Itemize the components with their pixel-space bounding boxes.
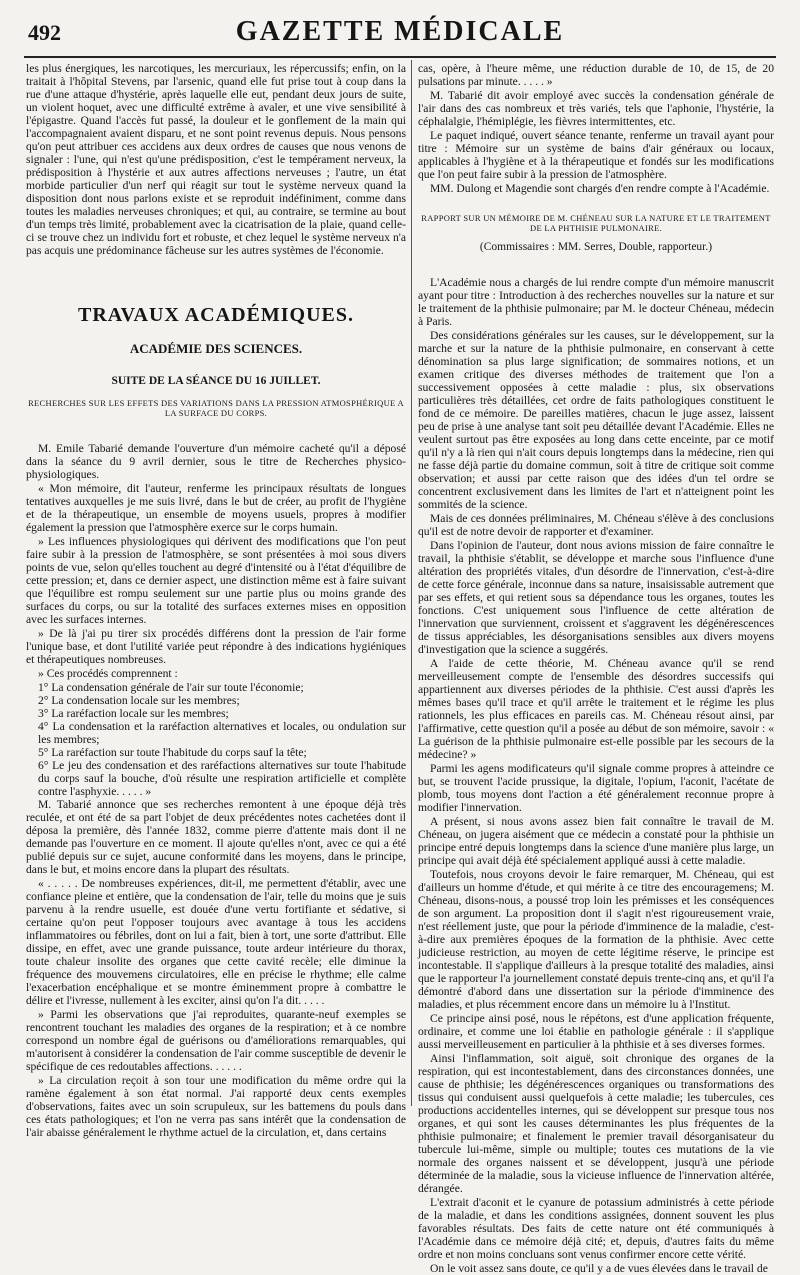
list-item: 1° La condensation générale de l'air sur toute l'économie; [38,681,304,694]
paragraph: » Parmi les observations que j'ai reproduites, quarante-neuf exemples se rencontrent touchant les maladies des organes de la respiration; et à ce nombre correspond un nombre égal de guérisons ou d'améliorations remarquables, qui m'autorisent à considérer la condensation de l'air comme susceptible de devenir le spécifique de ces redoutables affections. . . . . . [26,1008,406,1073]
paragraph: On le voit assez sans doute, ce qu'il y a de vues élevées dans le travail de [430,1262,768,1275]
intro-paragraph: les plus énergiques, les narcotiques, les mercuriaux, les répercussifs; enfin, on la traitait à l'hôpital Stevens, par l'arsenic, quand elle fut prise tout à coup dans la rue d'une attaque d'hystérie, après laquelle elle eut, pendant deux jours de suite, un violent hoquet, avec une difficulté extrême à avaler, et une vive sensibilité à l'épigastre. Quand l'accès fut passé, la douleur et le gonflement de la main qui l'accompagnaient avaient disparu, et ne sont point revenus depuis. Nous pensons qu'on peut attribuer ces accidens aux deux ordres de causes que nous venons de signaler : l'une, qui n'est qu'une prédisposition, c'est le tempérament nerveux, la prédisposition à l'hystérie et aux autres affections nerveuses ; l'autre, un état morbide particulier d'un nerf qui réagit sur tout le système nerveux quand la disposition dont nous parlons existe et se reproduit indéfiniment, comme dans toutes les maladies nerveuses chroniques; et qui, au contraire, se termine au bout d'un temps très limité, probablement avec la cicatrisation de la plaie, quand celle-ci se trouve chez un individu fort et robuste, et chez lequel le système nerveux n'a pas acquis une prédominance fâcheuse sur les autres systèmes de l'économie. [26,62,406,257]
academy-heading: ACADÉMIE DES SCIENCES. [129,341,303,356]
procedure-list [26,681,406,798]
research-title: RECHERCHES SUR LES EFFETS DES VARIATIONS DANS LA PRESSION ATMOSPHÉRIQUE A LA SURFACE DU CORPS. [28,398,404,418]
paragraph: M. Tabarié dit avoir employé avec succès la condensation générale de l'air dans des cas nombreux et très variés, tels que l'aphonie, l'hystérie, la céphalalgie, l'hémiplégie, les fièvres intermittentes, etc. [418,89,774,128]
seance-heading: SUITE DE LA SÉANCE DU 16 JUILLET. [111,375,321,387]
paragraph: L'extrait d'aconit et le cyanure de potassium administrés à cette période de la maladie, et dans les conditions assignées, donnent souvent les plus favorables résultats. Des faits de cette nature ont été communiqués à l'Académie dans ce mémoire déjà cité; et, depuis, d'autres faits du même ordre et non moins concluans sont venus confirmer encore cette vérité. [418,1196,774,1261]
section-heading: TRAVAUX ACADÉMIQUES. [78,304,354,326]
right-column [418,62,774,1275]
paragraph: A présent, si nous avons assez bien fait connaître le travail de M. Chéneau, on jugera aisément que ce médecin a constaté pour la phthisie un principe entré depuis longtemps dans la science d'une manière plus large, un principe qui avait déjà été spécialement appliqué aussi à cette maladie. [418,815,774,867]
column-divider [411,60,412,1106]
paragraph: M. Tabarié annonce que ses recherches remontent à une époque déjà très reculée, et ont été de sa part l'objet de deux précédentes notes cachetées dont il déposa la première, dès l'année 1832, comme pierre d'attente mais dont il ne demande pas l'ouverture en ce moment. Il ajoute qu'elles n'ont, avec ce qui a été publié depuis sur ce sujet, aucune conformité dans les moyens, dans le principe, dans le but, et moins encore dans la plupart des résultats. [26,798,406,876]
paragraph: Toutefois, nous croyons devoir le faire remarquer, M. Chéneau, qui est d'ailleurs un homme d'étude, et qui mérite à ce titre des encouragemens; M. Chéneau, disons-nous, a poussé trop loin les prémisses et les conséquences de son argument. La proposition dont il s'agit n'est rigoureusement vraie, n'est réellement juste, que pour la période d'imminence de la maladie, c'est-à-dire aux premières époques de la formation de la phthisie. Avec cette judicieuse restriction, au moyen de cette légitime réserve, le principe est incontestable. Il s'applique d'ailleurs à la presque totalité des maladies, ainsi que le rapporteur l'a journellement constaté depuis trente-cinq ans, et qu'il l'a démontré d'abord dans une dissertation sur la période d'imminence des maladies, et plus récemment encore dans un mémoire lu à l'Institut. [418,868,774,1011]
commissioners-line: (Commissaires : MM. Serres, Double, rapporteur.) [479,241,713,253]
paragraph: » De là j'ai pu tirer six procédés différens dont la pression de l'air forme l'unique base, et dont l'utilité variée peut répondre à des indications hygiéniques et thérapeutiques nombreuses. [26,627,406,666]
report-title: RAPPORT SUR UN MÉMOIRE DE M. CHÉNEAU SUR LA NATURE ET LE TRAITEMENT DE LA PHTHISIE PULMONAIRE. [421,213,771,233]
paragraph: Dans l'opinion de l'auteur, dont nous avions mission de faire connaître le travail, la phthisie s'établit, se développe et marche sous l'influence d'une altération des propriétés vitales, d'un désordre de l'innervation, c'est-à-dire de cette force générale, inconnue dans sa nature, insaisissable autrement que par ses effets, et qui retient sous sa dépendance tous les organes, toutes les fonctions. C'est uniquement sous l'influence de cette altération de l'innervation que surviennent, croissent et s'aggravent les dégénérescences de tissus appréciables, les désorganisations sensibles aux divers moyens d'investigation que la science a suggérés. [418,539,774,656]
paragraph: MM. Dulong et Magendie sont chargés d'en rendre compte à l'Académie. [430,182,770,195]
paragraph: Des considérations générales sur les causes, sur le développement, sur la marche et sur la nature de la phthisie pulmonaire, en conservant à cette dénomination sa plus large signification; de sommaires notions, et un examen critique des diverses méthodes de traitement que l'on a successivement opposées à cette maladie : plus, six observations particulières très détaillées, cet ordre de faits pathologiques constituent le fond de ce mémoire. De pareilles matières, chacun le juge assez, laissent peu de prise à une analyse tant soit peu détaillée devant l'Académie. Elles ne veulent surtout pas être exposées au long dans cette enceinte, par ce motif qu'il n'y a là rien qui n'ait cours depuis longtemps dans la médecine, rien qui ne fasse déjà partie du domaine commun, soit à titre de critique soit comme observation; et aussi par cette raison que des idées d'un tel ordre se concentrent exclusivement dans les limites de l'art et n'atteignent point les sommités de la science. [418,329,774,511]
paragraph: » Les influences physiologiques qui dérivent des modifications que l'on peut faire subir à la pression de l'atmosphère, se sont présentées à moi sous divers points de vue, selon qu'elles touchent au degré d'intensité ou à l'état d'équilibre de cette pression; et, dans ce dernier aspect, une distinction même est à faire suivant que l'équilibre est rompu seulement sur une partie plus ou moins grande des surfaces du corps, ou sur la totalité des surfaces externes mises en opposition avec les surfaces internes. [26,535,406,626]
journal-title: GAZETTE MÉDICALE [235,16,565,47]
list-item: 5° La raréfaction sur toute l'habitude du corps sauf la tête; [38,746,307,759]
paragraph: Mais de ces données préliminaires, M. Chéneau s'élève à des conclusions qu'il est de notre devoir de rapporter et d'examiner. [418,512,774,538]
page-header [24,6,776,58]
list-item: 2° La condensation locale sur les membres; [38,694,240,707]
paragraph: Le paquet indiqué, ouvert séance tenante, renferme un travail ayant pour titre : Mémoire sur un système de bains d'air généraux ou locaux, applicables à l'hygiène et à la thérapeutique et fondés sur les modifications que l'on peut faire subir à la pression de l'atmosphère. [418,129,774,181]
paragraph: L'Académie nous a chargés de lui rendre compte d'un mémoire manuscrit ayant pour titre : Introduction à des recherches nouvelles sur la nature et sur le traitement de la phthisie pulmonaire; par M. le docteur Chéneau, médecin à Paris. [418,276,774,328]
list-item: 6° Le jeu des condensation et des raréfactions alternatives sur toute l'habitude du corps sauf la bouche, d'où résulte une respiration artificielle et complète contre l'asphyxie. . . . . » [38,759,406,798]
paragraph: Ce principe ainsi posé, nous le répétons, est d'une application fréquente, ordinaire, et comme une loi établie en pathologie générale : il s'applique aussi merveilleusement en particulier à la phthisie et à ses diverses formes. [418,1012,774,1051]
paragraph: » La circulation reçoit à son tour une modification du même ordre qui la ramène également à son état normal. J'ai rapporté deux cents exemples d'observations, faites avec un soin scrupuleux, sur les battemens du pouls dans ces états pathologiques; et l'on ne verra pas sans intérêt que la condensation de l'air abaisse généralement le rhythme actuel de la circulation, et, dans certains [26,1074,406,1139]
paragraph: Parmi les agens modificateurs qu'il signale comme propres à atteindre ce but, se trouvent l'acide prussique, la digitale, l'opium, l'aconit, l'acétate de plomb, tous moyens dont l'action a été généralement reconnue propre à modifier l'innervation. [418,762,774,814]
list-item: 3° La raréfaction locale sur les membres; [38,707,229,720]
left-column [26,62,406,1139]
list-item: 4° La condensation et la raréfaction alternatives et locales, ou ondulation sur les membres; [38,720,406,746]
page-number: 492 [28,20,61,45]
paragraph: » Ces procédés comprennent : [38,667,178,680]
paragraph: « Mon mémoire, dit l'auteur, renferme les principaux résultats de longues tentatives auxquelles je me suis livré, dans le but de créer, au profit de l'hygiène et de la thérapeutique, un ensemble de moyens usuels, propres à modifier également la pression que l'atmosphère exerce sur le corps humain. [26,482,406,534]
paragraph: cas, opère, à l'heure même, une réduction durable de 10, de 15, de 20 pulsations par minute. . . . . » [418,62,774,88]
paragraph: Ainsi l'inflammation, soit aiguë, soit chronique des organes de la respiration, qui est incontestablement, dans des circonstances données, une cause de phthisie; les dégénérescences organiques ou transformations des tissus qui conduisent aussi quelquefois à cette maladie; les tubercules, ces productions accidentelles internes, qui se développent sur presque tous nos organes, et qui sont les causes déterminantes les plus fréquentes de la phthisie pulmonaire; et finalement le premier travail désorganisateur du tubercule lui-même, simple ou multiple; toutes ces mutations de la vie normale des organes naissent et se développent, jusqu'à une période déterminée de la maladie, sous la vicieuse influence de l'innervation altérée, dérangée. [418,1052,774,1195]
paragraph: A l'aide de cette théorie, M. Chéneau avance qu'il se rend merveilleusement compte de l'ensemble des désordres successifs qui appartiennent aux diverses périodes de la phthisie. C'est aussi d'après les mêmes bases qu'il trace et qu'il arrête le traitement et le régime les plus rationnels, les plus efficaces en pareils cas. M. Chéneau résout ainsi, par l'affirmative, cette question qu'il a posée au début de son mémoire, savoir : « La guérison de la phthisie pulmonaire est-elle possible par les secours de la médecine? » [418,657,774,761]
paragraph: « . . . . . De nombreuses expériences, dit-il, me permettent d'établir, avec une confiance pleine et entière, que la condensation de l'air, telle du moins que je suis parvenu à la rendre usuelle, est douée d'une vertu fortifiante et sédative, si certaine qu'on peut l'opposer toujours avec avantage à tous les accidens inflammatoires ou fébriles, dont on lui a fait, bien à tort, une sorte d'attribut. Elle dissipe, en effet, avec une grande puissance, toute ardeur intérieure du thorax, toute chaleur insolite des organes que cette cavité recèle; elle diminue la fréquence des mouvemens circulatoires, elle en précise le rhythme; elle calme l'exacerbation encéphalique et se montre éminemment propre à combattre le délire et l'ivresse, nullement à les exciter, ainsi qu'on l'a dit. . . . . [26,877,406,1007]
paragraph: M. Emile Tabarié demande l'ouverture d'un mémoire cacheté qu'il a déposé dans la séance du 9 avril dernier, sous le titre de Recherches physico-physiologiques. [26,442,406,481]
